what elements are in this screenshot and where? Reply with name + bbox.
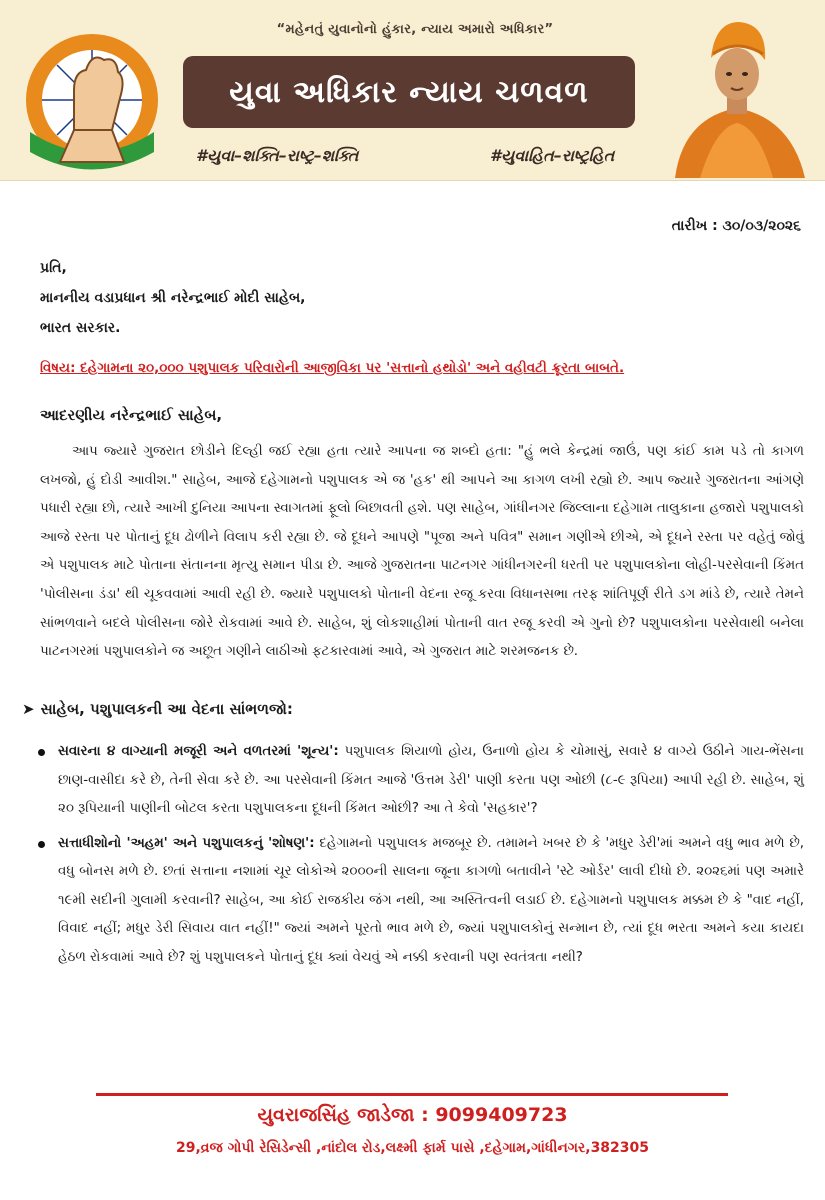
raised-fist-logo-icon bbox=[12, 12, 172, 172]
list-item bbox=[32, 738, 804, 824]
header-tagline: “મહેનતું યુવાનોનો હુંકાર, ન્યાય અમારો અધિકાર” bbox=[276, 22, 554, 37]
hashtag-right: #યુવાહિત–રાષ્ટ્રહિત bbox=[490, 146, 615, 165]
list-item-text: દહેગામનો પશુપાલક મજબૂર છે. તમામને ખબર છે કે 'મધુર ડેરી'માં અમને વધુ ભાવ મળે છે, વધુ બોનસ મળે છે. છતાં સત્તાના નશામાં ચૂર લોકોએ ૨૦૦૦ની સાલના જૂના કાગળો બતાવીને 'સ્ટે ઓર્ડર' લાવી દીધો છે. ૨૦૨૬માં પણ અમારે ૧૯મી સદીની ગુલામી કરવાની? સાહેબ, આ કોઈ રાજકીય જંગ નથી, આ અસ્તિત્વની લડાઈ છે. દહેગામનો પશુપાલક મક્કમ છે કે "વાદ નહીં, વિવાદ નહીં; મધુર ડેરી સિવાય વાત નહીં!" જ્યાં અમને પૂરતો ભાવ મળે છે, જ્યાં પશુપાલકોનું સન્માન છે, ત્યાં દૂધ ભરતા અમને કયા કાયદા હેઠળ રોકવામાં આવે છે? શું પશુપાલકને પોતાનું દૂધ ક્યાં વેચવું એ નક્કી કરવાની પણ સ્વતંત્રતા નથી? bbox=[58, 835, 804, 965]
bullet-icon bbox=[38, 841, 45, 848]
section-heading-text: સાહેબ, પશુપાલકની આ વેદના સાંભળજો: bbox=[40, 700, 293, 718]
letter-date: તારીખ : ૩૦/૦૩/૨૦૨૬ bbox=[671, 218, 801, 234]
body-paragraph: આપ જ્યારે ગુજરાત છોડીને દિલ્હી જઈ રહ્યા હતા ત્યારે આપના જ શબ્દો હતા: "હું ભલે કેન્દ્રમાં જાઉં, પણ કાંઈ કામ પડે તો કાગળ લખજો, હું દોડી આવીશ." સાહેબ, આજે દહેગામનો પશુપાલક એ જ 'હક' થી આપને આ કાગળ લખી રહ્યો છે. આપ જ્યારે ગુજરાતના આંગણે પધારી રહ્યા છો, ત્યારે આખી દુનિયા આપના સ્વાગતમાં ફૂલો બિછાવતી હશે. પણ સાહેબ, ગાંધીનગર જિલ્લાના દહેગામ તાલુકાના હજારો પશુપાલકો આજે રસ્તા પર પોતાનું દૂધ ઢોળીને વિલાપ કરી રહ્યા છે. જે દૂધને આપણે "પૂજા અને પવિત્ર" સમાન ગણીએ છીએ, એ દૂધને રસ્તા પર વહેતું જોવું એ પશુપાલક માટે પોતાના સંતાનના મૃત્યુ સમાન પીડા છે. આજે ગુજરાતના પાટનગર ગાંધીનગરની ધરતી પર પશુપાલકોના લોહી-પરસેવાની કિંમત 'પોલીસના ડંડા' થી ચૂકવવામાં આવી રહી છે. જ્યારે પશુપાલકો પોતાની વેદના રજૂ કરવા વિધાનસભા તરફ શાંતિપૂર્ણ રીતે ડગ માંડે છે, ત્યારે તેમને સાંભળવાને બદલે પોલીસના જોરે રોકવામાં આવે છે. સાહેબ, શું લોકશાહીમાં પોતાની વાત રજૂ કરવી એ ગુનો છે? પશુપાલકોના પરસેવાથી બનેલા પાટનગરમાં પશુપાલકોને જ અછૂત ગણીને લાઠીઓ ફટકારવામાં આવે, એ ગુજરાત માટે શરમજનક છે. bbox=[40, 444, 804, 660]
footer-divider bbox=[96, 1093, 728, 1096]
arrow-right-icon: ➤ bbox=[22, 700, 35, 718]
section-heading bbox=[22, 700, 293, 718]
recipient-line-1: પ્રતિ, bbox=[40, 260, 67, 276]
letterhead bbox=[0, 0, 825, 181]
sender-address: 29,વ્રજ ગોપી રેસિડેન્સી ,નાંદોલ રોડ,લક્ષ્મી ફાર્મ પાસે ,દહેગામ,ગાંધીનગર,382305 bbox=[175, 1140, 650, 1156]
hashtag-left: #યુવા–શક્તિ–રાષ્ટ્ર–શક્તિ bbox=[196, 146, 359, 165]
portrait-illustration-icon bbox=[655, 8, 820, 178]
bullet-icon bbox=[38, 749, 45, 756]
letter-subject: વિષય: દહેગામના ૨૦,૦૦૦ પશુપાલક પરિવારોની આજીવિકા પર 'સત્તાનો હથોડો' અને વહીવટી ક્રૂરતા બાબતે. bbox=[40, 360, 625, 376]
list-item-title: સવારના ૪ વાગ્યાની મજૂરી અને વળતરમાં 'શૂન્ય': bbox=[58, 744, 339, 759]
grievance-list bbox=[32, 738, 804, 978]
recipient-line-2: માનનીય વડાપ્રધાન શ્રી નરેન્દ્રભાઈ મોદી સાહેબ, bbox=[40, 290, 306, 306]
recipient-line-3: ભારત સરકાર. bbox=[40, 320, 121, 336]
list-item-text: પશુપાલક શિયાળો હોય, ઉનાળો હોય કે ચોમાસું, સવારે ૪ વાગ્યે ઉઠીને ગાય-ભેંસના છાણ-વાસીદા કરે છે, તેની સેવા કરે છે. આ પરસેવાની કિંમત આજે 'ઉત્તમ ડેરી' પાણી કરતા પણ ઓછી (૮-૯ રૂપિયા) આપી રહી છે. સાહેબ, શું ૨૦ રૂપિયાની પાણીની બોટલ કરતા પશુપાલકના દૂધની કિંમત ઓછી? આ તે કેવો 'સહકાર'? bbox=[58, 744, 804, 816]
salutation: આદરણીય નરેન્દ્રભાઈ સાહેબ, bbox=[40, 406, 223, 424]
list-item bbox=[32, 830, 804, 973]
list-item-title: સત્તાધીશોનો 'અહમ' અને પશુપાલકનું 'શોષણ': bbox=[58, 835, 315, 851]
sender-name-phone: યુવરાજસિંહ જાડેજા : 9099409723 bbox=[257, 1104, 568, 1126]
organization-title-banner: યુવા અધિકાર ન્યાય ચળવળ bbox=[183, 56, 635, 128]
